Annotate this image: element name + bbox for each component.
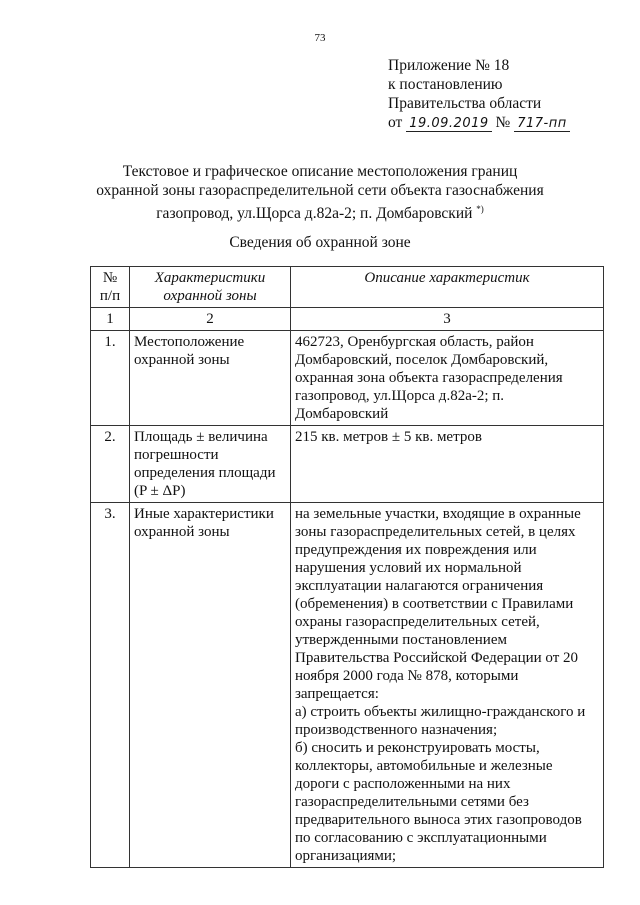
number-prefix: № xyxy=(495,114,511,131)
row-description: 215 кв. метров ± 5 кв. метров xyxy=(291,426,604,503)
footnote-mark: *) xyxy=(476,204,484,214)
table-row xyxy=(91,503,604,868)
row-characteristic: Иные характеристики охранной зоны xyxy=(130,503,291,868)
header-num: № п/п xyxy=(91,267,130,308)
description-item-a: а) строить объекты жилищно-гражданского и производственного назначения; xyxy=(295,704,586,738)
title-line-1: Текстовое и графическое описание местоположения границ xyxy=(122,163,518,180)
handwritten-date: 19.09.2019 xyxy=(406,117,491,132)
index-cell-3: 3 xyxy=(291,308,604,331)
handwritten-number: 717-пп xyxy=(514,117,570,132)
row-description xyxy=(291,503,604,868)
appendix-line-1: Приложение № 18 xyxy=(388,57,510,74)
table-row xyxy=(91,331,604,426)
page-number: 73 xyxy=(314,32,326,44)
row-description: 462723, Оренбургская область, район Домбаровский, поселок Домбаровский, охранная зона объекта газораспределения газопровод, ул.Щорса д.82а-2; п. Домбаровский xyxy=(291,331,604,426)
row-number: 3. xyxy=(91,503,130,868)
row-number: 2. xyxy=(91,426,130,503)
title-line-3 xyxy=(60,200,580,223)
appendix-line-3: Правительства области xyxy=(388,95,542,112)
row-characteristic: Местоположение охранной зоны xyxy=(130,331,291,426)
title-line-3-text: газопровод, ул.Щорса д.82а-2; п. Домбаровский xyxy=(156,205,473,223)
table-row xyxy=(91,426,604,503)
document-title xyxy=(60,162,580,223)
table-index-row xyxy=(91,308,604,331)
index-cell-2: 2 xyxy=(130,308,291,331)
row-number: 1. xyxy=(91,331,130,426)
section-title: Сведения об охранной зоне xyxy=(229,234,411,251)
header-description: Описание характеристик xyxy=(291,267,604,308)
index-cell-1: 1 xyxy=(91,308,130,331)
from-prefix: от xyxy=(388,114,403,131)
title-line-2: охранной зоны газораспределительной сети объекта газоснабжения xyxy=(96,182,544,199)
protection-zone-table xyxy=(90,266,604,868)
row-characteristic: Площадь ± величина погрешности определения площади (P ± ΔP) xyxy=(130,426,291,503)
appendix-line-date xyxy=(388,113,570,132)
appendix-line-2: к постановлению xyxy=(388,76,503,93)
header-characteristic: Характеристики охранной зоны xyxy=(130,267,291,308)
description-main: на земельные участки, входящие в охранные зоны газораспределительных сетей, в целях предупреждения их повреждения или нарушения условий их нормальной эксплуатации налагаются ограничения (обременения) в соответствии с Правилами охраны газораспределительных сетей, утвержденными постановлением Правительства Российской Федерации от 20 ноября 2000 года № 878, которыми запрещается: xyxy=(295,506,581,702)
appendix-block xyxy=(388,56,570,132)
table-header-row xyxy=(91,267,604,308)
description-item-b: б) сносить и реконструировать мосты, коллекторы, автомобильные и железные дороги с расположенными на них газораспределительными сетями без предварительного выноса этих газопроводов по согласованию с эксплуатационными организациями; xyxy=(295,740,582,864)
